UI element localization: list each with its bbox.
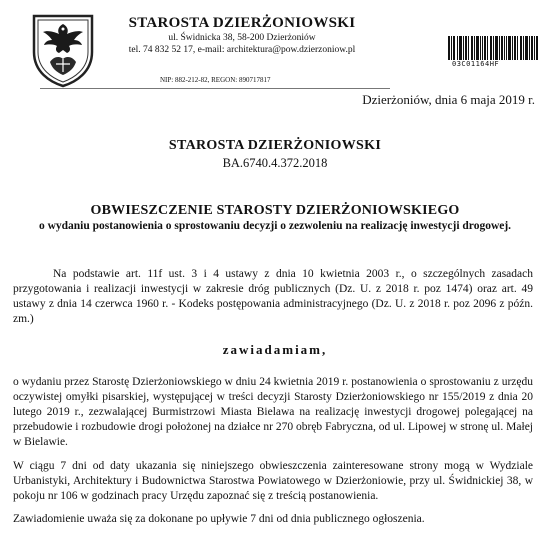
notice-title: OBWIESZCZENIE STAROSTY DZIERŻONIOWSKIEGO (90, 203, 460, 218)
case-number: BA.6740.4.372.2018 (222, 156, 328, 170)
notice-effect-paragraph: Zawiadomienie uważa się za dokonane po upływie 7 dni od dnia publicznego ogłoszenia. (13, 513, 425, 525)
letterhead (112, 14, 372, 56)
authority-name: STAROSTA DZIERŻONIOWSKI (168, 138, 382, 153)
letterhead-contact: tel. 74 832 52 17, e-mail: architektura@pow.dzierzoniow.pl (128, 45, 356, 55)
inspection-paragraph: W ciągu 7 dni od daty ukazania się niniejszego obwieszczenia zainteresowane strony mogą w Wydziale Urbanistyki, Architektury i Budownictwa Starostwa Powiatowego w Dzierżoniowie, przy ul. Świdnickiej 38, w pokoju nr 106 w godzinach pracy Urzędu zapoznać się z treścią postanowienia. (13, 460, 533, 502)
coat-of-arms-icon (30, 12, 96, 88)
decision-paragraph: o wydaniu przez Starostę Dzierżoniowskiego w dniu 24 kwietnia 2019 r. postanowienia o sprostowaniu z urzędu oczywistej omyłki pisarskiej, występującej w treści decyzji Starosty Dzierżoniowskiego nr 155/2019 z dnia 20 lutego 2019 r., zezwalającej Burmistrzowi Miasta Bielawa na realizację inwestycji drogowej polegającej na przebudowie i rozbudowie drogi położonej na działce nr 270 obręb Fabryczna, od ul. Lipowej w stronę ul. Małej w Bielawie. (13, 376, 533, 448)
letterhead-nip-regon: NIP: 882-212-82, REGON: 890717817 (160, 76, 271, 84)
barcode-icon (448, 36, 538, 60)
barcode-number: 03C01164HF (452, 60, 500, 68)
legal-basis-paragraph: Na podstawie art. 11f ust. 3 i 4 ustawy z dnia 10 kwietnia 2003 r., o szczególnych zasadach przygotowania i realizacji inwestycji w zakresie dróg publicznych (Dz. U. z 2018 r. poz 1474) oraz art. 49 ustawy z dnia 14 czerwca 1960 r. - Kodeks postępowania administracyjnego (Dz. U. z 2018 r. poz 2096 z późn. zm.) (13, 268, 533, 325)
letterhead-divider (40, 88, 390, 89)
date-line: Dzierżoniów, dnia 6 maja 2019 r. (362, 92, 535, 107)
notice-subtitle: o wydaniu postanowienia o sprostowaniu decyzji o zezwoleniu na realizację inwestycji drogowej. (38, 220, 512, 232)
announcement-heading: zawiadamiam, (222, 342, 328, 357)
letterhead-title: STAROSTA DZIERŻONIOWSKI (128, 15, 356, 31)
letterhead-address: ul. Świdnicka 38, 58-200 Dzierżoniów (168, 33, 316, 43)
